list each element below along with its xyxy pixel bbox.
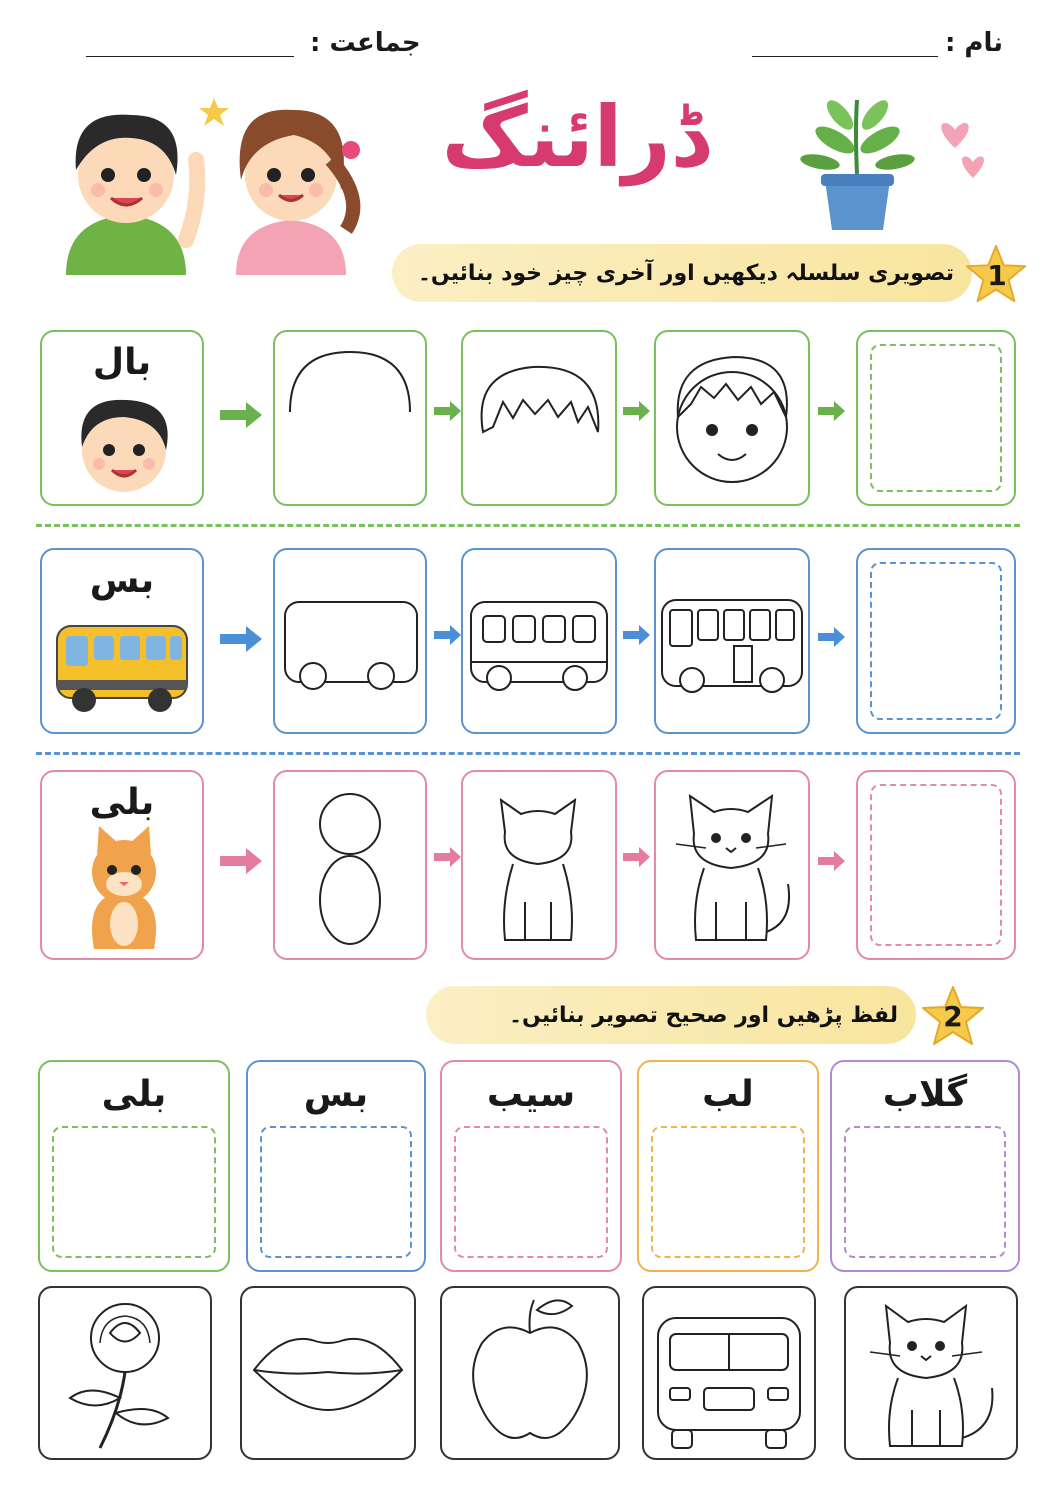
word-label: لب — [702, 1074, 754, 1115]
arrow-icon — [218, 624, 264, 654]
page-title: ڈرائنگ — [441, 88, 709, 186]
star-badge-1 — [964, 243, 1030, 309]
instruction-banner-2 — [426, 986, 916, 1044]
boy-face-icon — [64, 392, 184, 502]
word-label: بس — [303, 1074, 369, 1115]
row2-word: بس — [89, 560, 155, 601]
arrow-icon — [621, 846, 651, 868]
row1-step3 — [654, 330, 810, 506]
apple-icon — [442, 1288, 618, 1458]
bus-detailed-outline — [656, 550, 806, 730]
instruction-text-2: لفظ پڑھیں اور صحیح تصویر بنائیں۔ — [509, 1002, 898, 1028]
row3-step1 — [273, 770, 427, 960]
arc-outline — [275, 332, 425, 502]
name-field[interactable] — [752, 56, 938, 57]
step-number-1: 1 — [987, 259, 1007, 292]
arrow-icon — [218, 400, 264, 430]
cat-circles-outline — [275, 772, 425, 958]
bus-icon — [644, 1288, 814, 1458]
arrow-icon — [218, 846, 264, 876]
drawing-area[interactable] — [870, 784, 1002, 946]
row1-step2 — [461, 330, 617, 506]
word-label: بلی — [101, 1074, 167, 1115]
drawing-area[interactable] — [870, 562, 1002, 720]
row-divider — [36, 524, 1020, 527]
boy-face-outline — [656, 332, 806, 502]
arrow-icon — [432, 400, 462, 422]
drawing-area[interactable] — [844, 1126, 1006, 1258]
name-label: نام : — [944, 28, 1003, 58]
row1-reference-card — [40, 330, 204, 506]
row3-reference-card — [40, 770, 204, 960]
hair-outline — [463, 332, 613, 502]
class-field[interactable] — [86, 56, 294, 57]
instruction-banner-1 — [392, 244, 972, 302]
cat-icon — [69, 824, 179, 954]
instruction-text-1: تصویری سلسلہ دیکھیں اور آخری چیز خود بنائیں۔ — [418, 260, 954, 286]
row-divider — [36, 752, 1020, 755]
row2-reference-card — [40, 548, 204, 734]
bus-windows-outline — [463, 550, 613, 730]
drawing-area[interactable] — [870, 344, 1002, 492]
cat-detailed-outline — [656, 772, 806, 958]
drawing-area[interactable] — [52, 1126, 216, 1258]
arrow-icon — [816, 850, 846, 872]
class-label: جماعت : — [310, 28, 421, 58]
drawing-area[interactable] — [454, 1126, 608, 1258]
bus-icon — [52, 618, 192, 718]
bus-body-outline — [275, 550, 425, 730]
picture-card-apple[interactable] — [440, 1286, 620, 1460]
row2-step2 — [461, 548, 617, 734]
lips-icon — [242, 1288, 414, 1458]
plant-illustration — [795, 90, 1005, 240]
step-number-2: 2 — [943, 1000, 963, 1033]
word-card-cat[interactable] — [38, 1060, 230, 1272]
star-badge-2 — [920, 984, 986, 1050]
row1-step1 — [273, 330, 427, 506]
row3-answer-box[interactable] — [856, 770, 1016, 960]
picture-card-rose[interactable] — [38, 1286, 212, 1460]
word-label: گلاب — [882, 1074, 968, 1115]
row3-step2 — [461, 770, 617, 960]
cat-shape-outline — [463, 772, 613, 958]
arrow-icon — [816, 400, 846, 422]
row1-answer-box[interactable] — [856, 330, 1016, 506]
row2-answer-box[interactable] — [856, 548, 1016, 734]
row1-word: بال — [92, 342, 152, 383]
row2-step1 — [273, 548, 427, 734]
row3-word: بلی — [89, 782, 155, 823]
arrow-icon — [816, 626, 846, 648]
picture-card-lips[interactable] — [240, 1286, 416, 1460]
word-card-bus[interactable] — [246, 1060, 426, 1272]
kids-illustration — [36, 80, 376, 275]
word-card-lips[interactable] — [637, 1060, 819, 1272]
picture-card-bus[interactable] — [642, 1286, 816, 1460]
row3-step3 — [654, 770, 810, 960]
drawing-area[interactable] — [651, 1126, 805, 1258]
arrow-icon — [621, 624, 651, 646]
arrow-icon — [621, 400, 651, 422]
arrow-icon — [432, 846, 462, 868]
word-card-apple[interactable] — [440, 1060, 622, 1272]
cat-icon — [846, 1288, 1016, 1458]
word-card-rose[interactable] — [830, 1060, 1020, 1272]
row2-step3 — [654, 548, 810, 734]
drawing-area[interactable] — [260, 1126, 412, 1258]
word-label: سیب — [486, 1074, 576, 1115]
arrow-icon — [432, 624, 462, 646]
rose-icon — [40, 1288, 210, 1458]
picture-card-cat[interactable] — [844, 1286, 1018, 1460]
